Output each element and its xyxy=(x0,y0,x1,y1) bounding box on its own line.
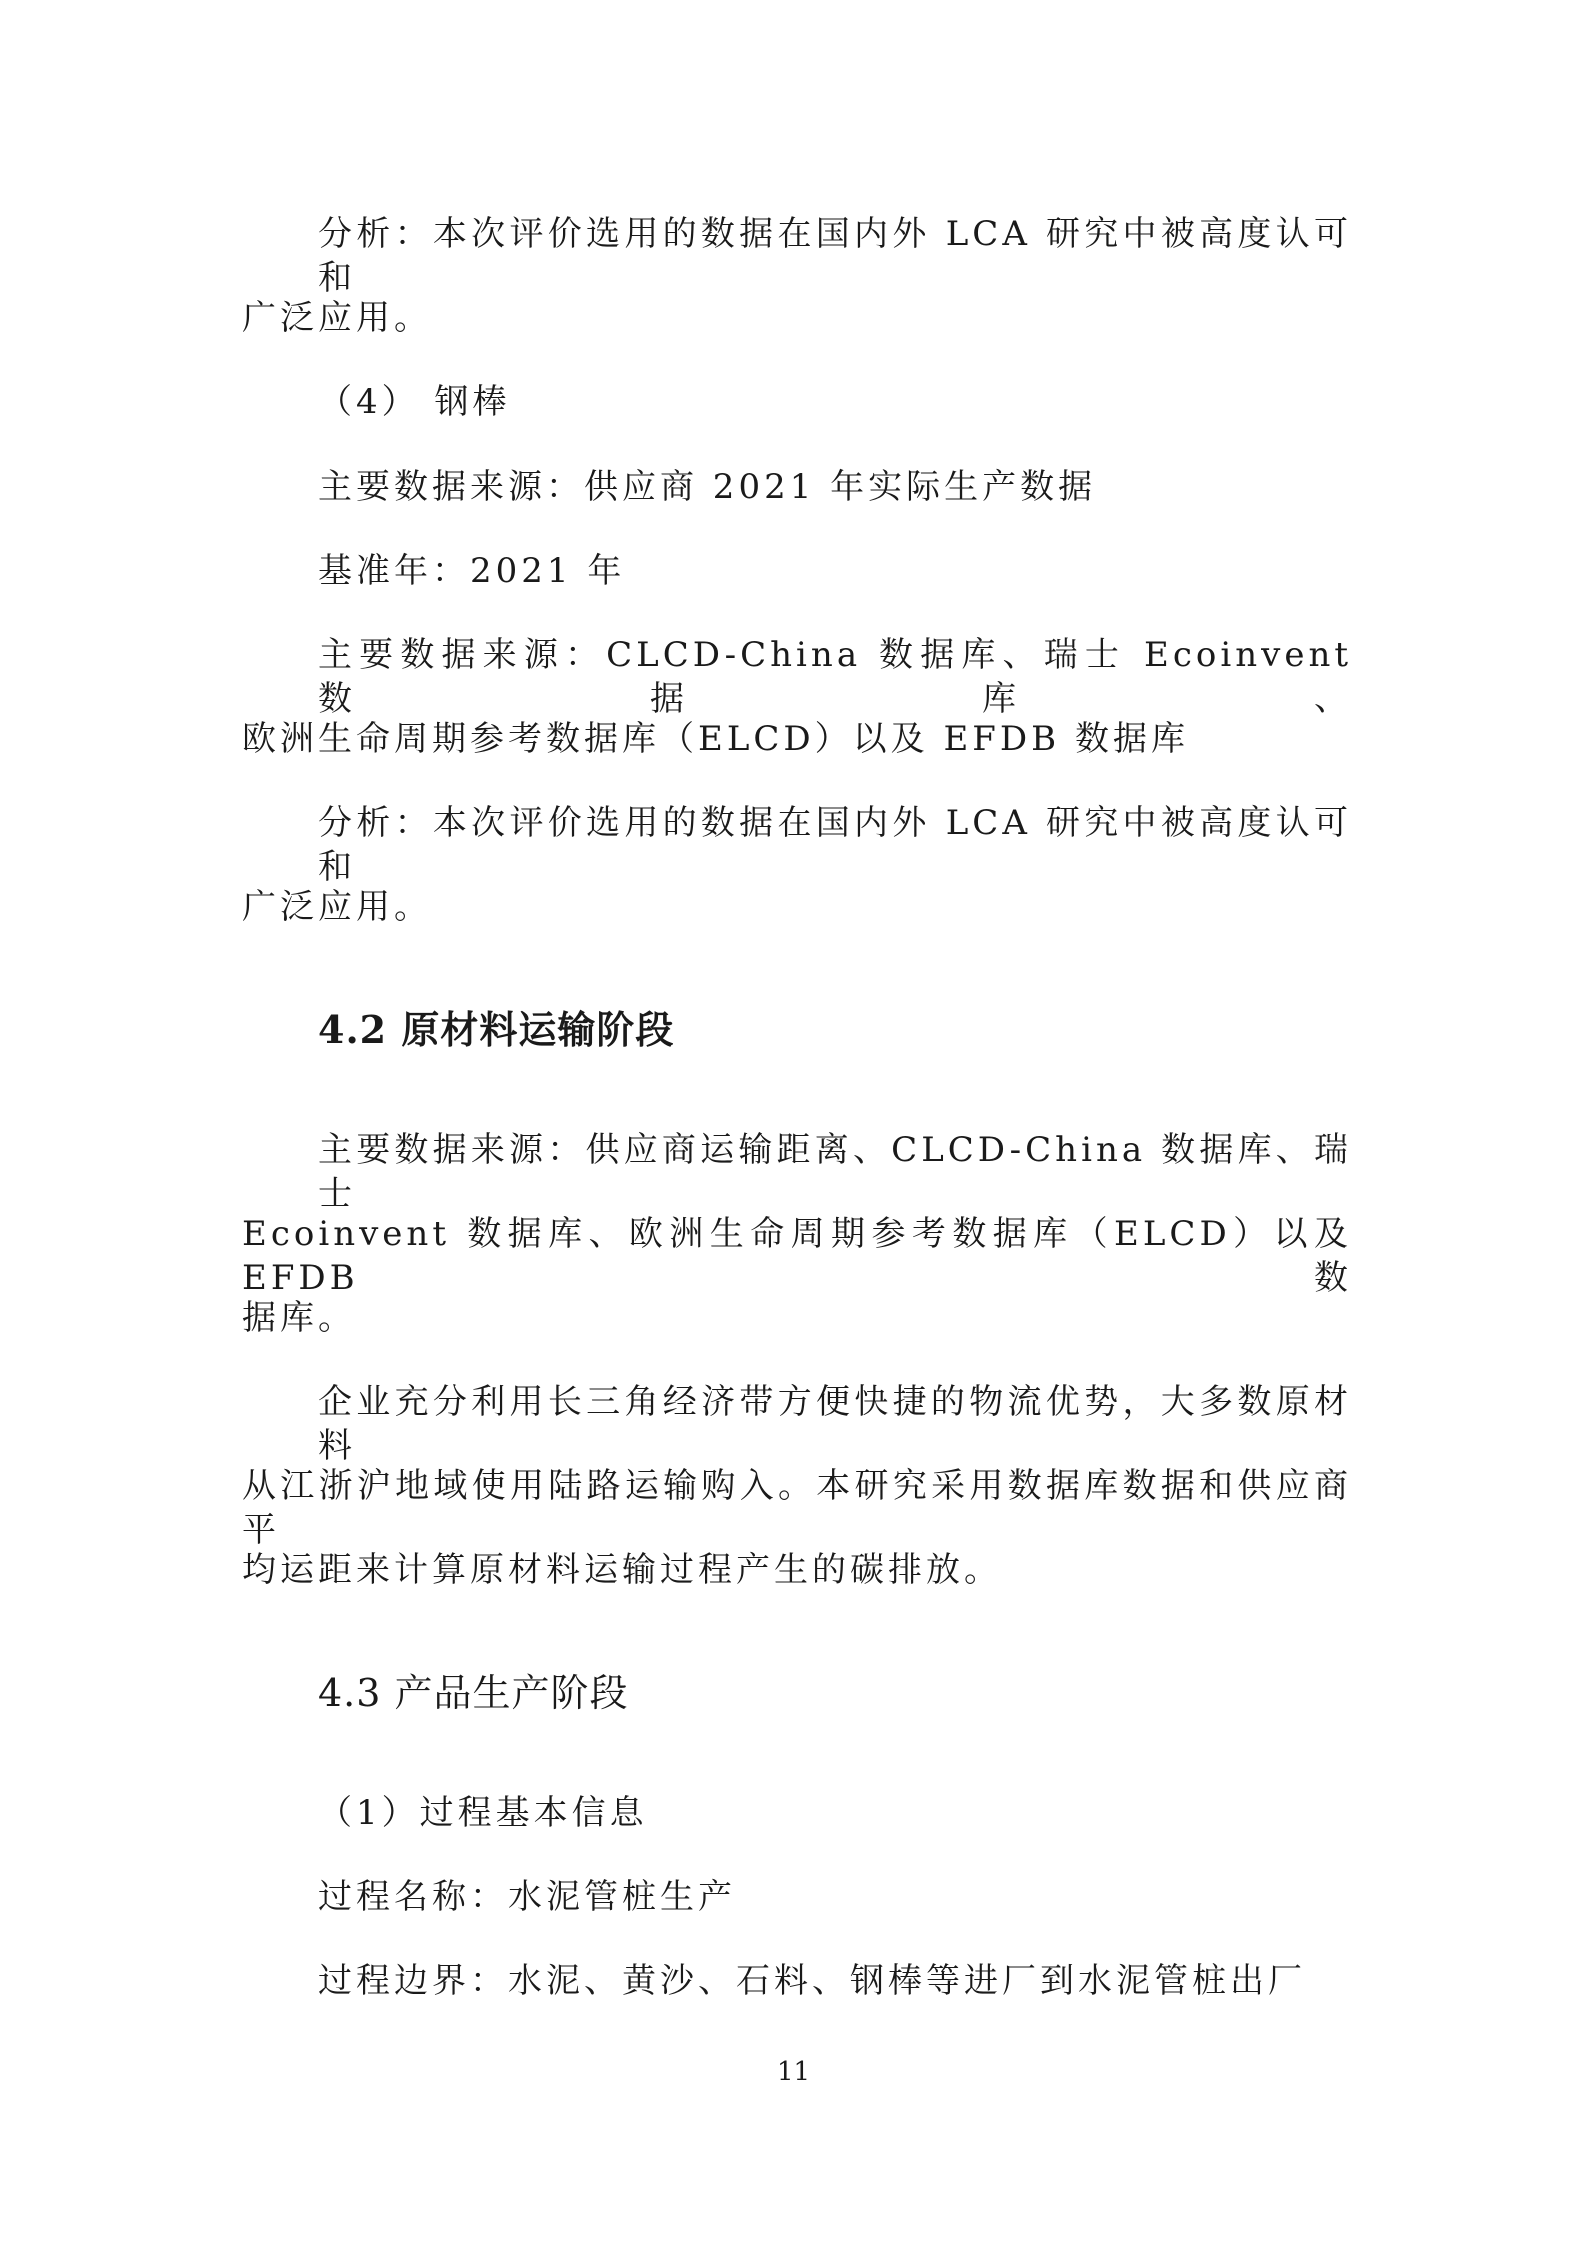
page-number: 11 xyxy=(776,2057,811,2087)
paragraph-line: 据库。 xyxy=(242,1298,356,1338)
subsection-label: （1）过程基本信息 xyxy=(318,1793,648,1833)
paragraph-line: 企业充分利用长三角经济带方便快捷的物流优势，大多数原材料 xyxy=(318,1382,1352,1466)
paragraph-line: 广泛应用。 xyxy=(242,298,432,338)
paragraph-line: 主要数据来源：CLCD-China 数据库、瑞士 Ecoinvent 数据库、 xyxy=(318,635,1352,719)
paragraph-line: Ecoinvent 数据库、欧洲生命周期参考数据库（ELCD）以及 EFDB 数 xyxy=(242,1214,1352,1298)
paragraph-line: 主要数据来源：供应商运输距离、CLCD-China 数据库、瑞士 xyxy=(318,1130,1352,1214)
paragraph-line: 基准年：2021 年 xyxy=(318,551,626,591)
paragraph-line: 均运距来计算原材料运输过程产生的碳排放。 xyxy=(242,1550,1002,1590)
paragraph-line: 分析：本次评价选用的数据在国内外 LCA 研究中被高度认可和 xyxy=(318,214,1352,298)
paragraph-line: 主要数据来源：供应商 2021 年实际生产数据 xyxy=(318,467,1097,507)
section-heading-4-2: 4.2 原材料运输阶段 xyxy=(318,1007,675,1052)
paragraph-line: 过程边界：水泥、黄沙、石料、钢棒等进厂到水泥管桩出厂 xyxy=(318,1961,1306,2001)
paragraph-line: 过程名称：水泥管桩生产 xyxy=(318,1877,736,1917)
paragraph-line: 欧洲生命周期参考数据库（ELCD）以及 EFDB 数据库 xyxy=(242,719,1189,759)
paragraph-line: 广泛应用。 xyxy=(242,887,432,927)
subsection-label: （4） 钢棒 xyxy=(318,382,511,422)
section-heading-4-3: 4.3 产品生产阶段 xyxy=(318,1671,629,1715)
paragraph-line: 从江浙沪地域使用陆路运输购入。本研究采用数据库数据和供应商平 xyxy=(242,1466,1352,1550)
paragraph-line: 分析：本次评价选用的数据在国内外 LCA 研究中被高度认可和 xyxy=(318,803,1352,887)
